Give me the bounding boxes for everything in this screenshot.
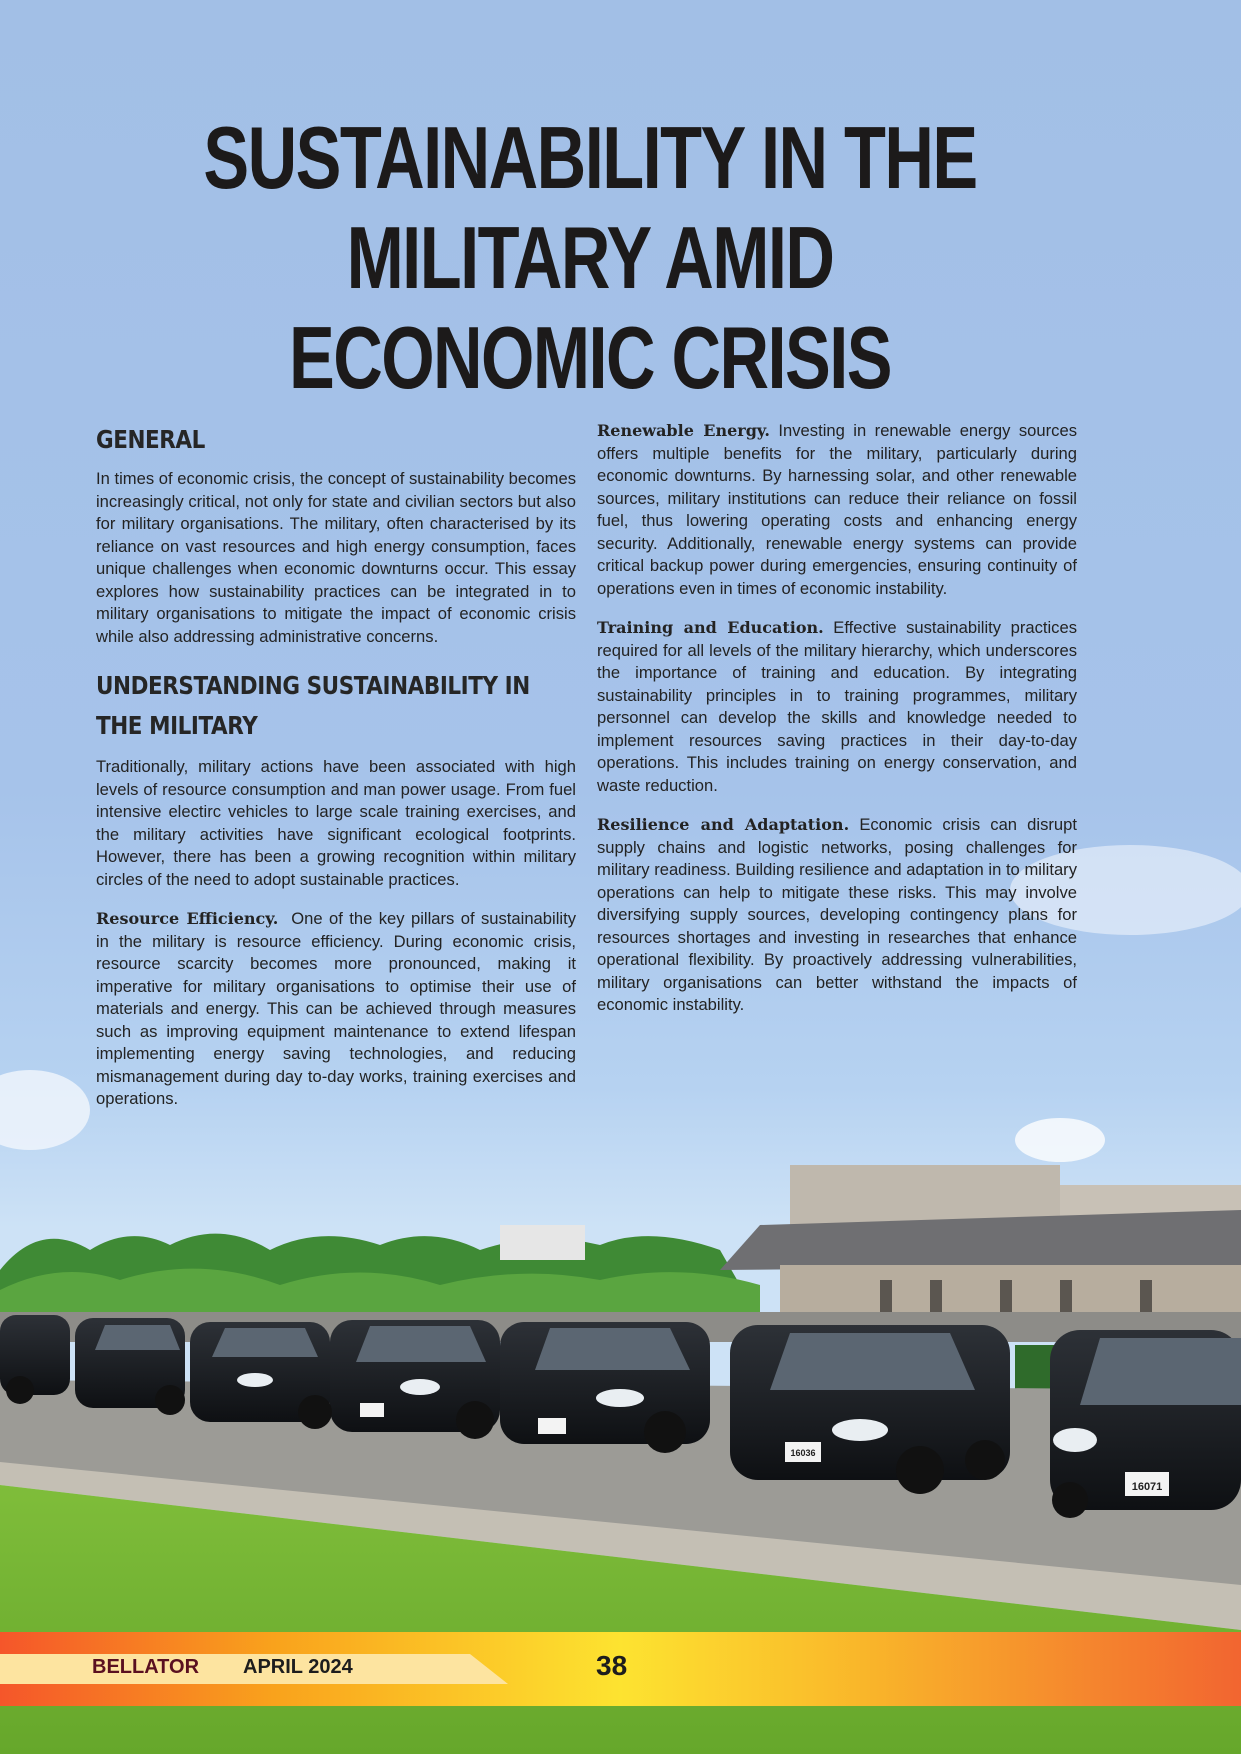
title-line-2: MILITARY AMID [346, 208, 834, 307]
title-line-1: SUSTAINABILITY IN THE [203, 108, 977, 207]
renewable-energy-body: Investing in renewable energy sources offers multiple benefits for the military, particularly during economic downturns. By harnessing solar, and other renewable sources, military institutions can reduce their reliance on fossil fuel, thus lowering operating costs and enhancing energy security. Additionally, renewable energy systems can provide critical backup power during emergencies, ensuring continuity of operations even in times of economic instability. [597, 421, 1077, 598]
understanding-paragraph: Traditionally, military actions have been associated with high levels of resource consumption and man power usage. From fuel intensive electirc vehicles to large scale training exercises, and the military activities have significant ecological footprints. However, there has been a growing recognition within military circles of the need to adopt sustainable practices. [96, 757, 576, 889]
resilience-adaptation-paragraph [597, 814, 1077, 1017]
plate-number-16071: 16071 [1131, 1481, 1163, 1493]
heading-general: GENERAL [96, 425, 205, 454]
page-footer [0, 1632, 1241, 1706]
left-column [96, 420, 576, 1128]
resource-efficiency-body: One of the key pillars of sustainability in the military is resource efficiency. During economic crisis, resource scarcity becomes more pronounced, making it imperative for military organisations to optimise their use of materials and energy. This can be achieved through measures such as improving equipment maintenance to extend lifespan implementing energy saving technologies, and reducing mismanagement during day to-day works, training exercises and operations. [96, 909, 576, 1108]
right-column [597, 420, 1077, 1034]
heading-understanding-line-2: THE MILITARY [96, 711, 258, 740]
page-title [130, 108, 1050, 408]
resilience-adaptation-body: Economic crisis can disrupt supply chains and logistic networks, posing challenges for military readiness. Building resilience and adaptation in to military operations can help to mitigate these risks. This may involve diversifying supply sources, developing contingency plans for resources shortages and investing in researches that enhance operational flexibility. By proactively addressing vulnerabilities, military organisations can better withstand the impacts of economic instability. [597, 815, 1077, 1014]
resource-efficiency-paragraph [96, 908, 576, 1111]
resource-efficiency-lead: Resource Efficiency. [96, 909, 279, 928]
plate-number-16036: 16036 [790, 1448, 816, 1458]
renewable-energy-paragraph [597, 420, 1077, 600]
general-paragraph: In times of economic crisis, the concept of sustainability becomes increasingly critical, not only for state and civilian sectors but also for military organisations. The military, often characterised by its reliance on vast resources and high energy consumption, faces unique challenges when economic downturns occur. This essay explores how sustainability practices can be integrated in to military organisations to mitigate the impact of economic crisis while also addressing administrative concerns. [96, 469, 576, 646]
publication-name: BELLATOR [92, 1656, 200, 1678]
renewable-energy-lead: Renewable Energy. [597, 421, 770, 440]
heading-understanding-sustainability [96, 666, 578, 746]
training-education-lead: Training and Education. [597, 618, 824, 637]
issue-date: APRIL 2024 [243, 1656, 353, 1678]
title-line-3: ECONOMIC CRISIS [288, 308, 892, 407]
training-education-body: Effective sustainability practices required for all levels of the military hierarchy, which underscores the importance of training and education. By integrating sustainability principles in to training programmes, military personnel can develop the skills and knowledge needed to implement resources saving practices in their day-to-day operations. This includes training on energy conservation, and waste reduction. [597, 618, 1077, 795]
heading-understanding-line-1: UNDERSTANDING SUSTAINABILITY IN [96, 671, 530, 700]
training-education-paragraph [597, 617, 1077, 797]
resilience-adaptation-lead: Resilience and Adaptation. [597, 815, 850, 834]
page-number: 38 [596, 1650, 628, 1681]
